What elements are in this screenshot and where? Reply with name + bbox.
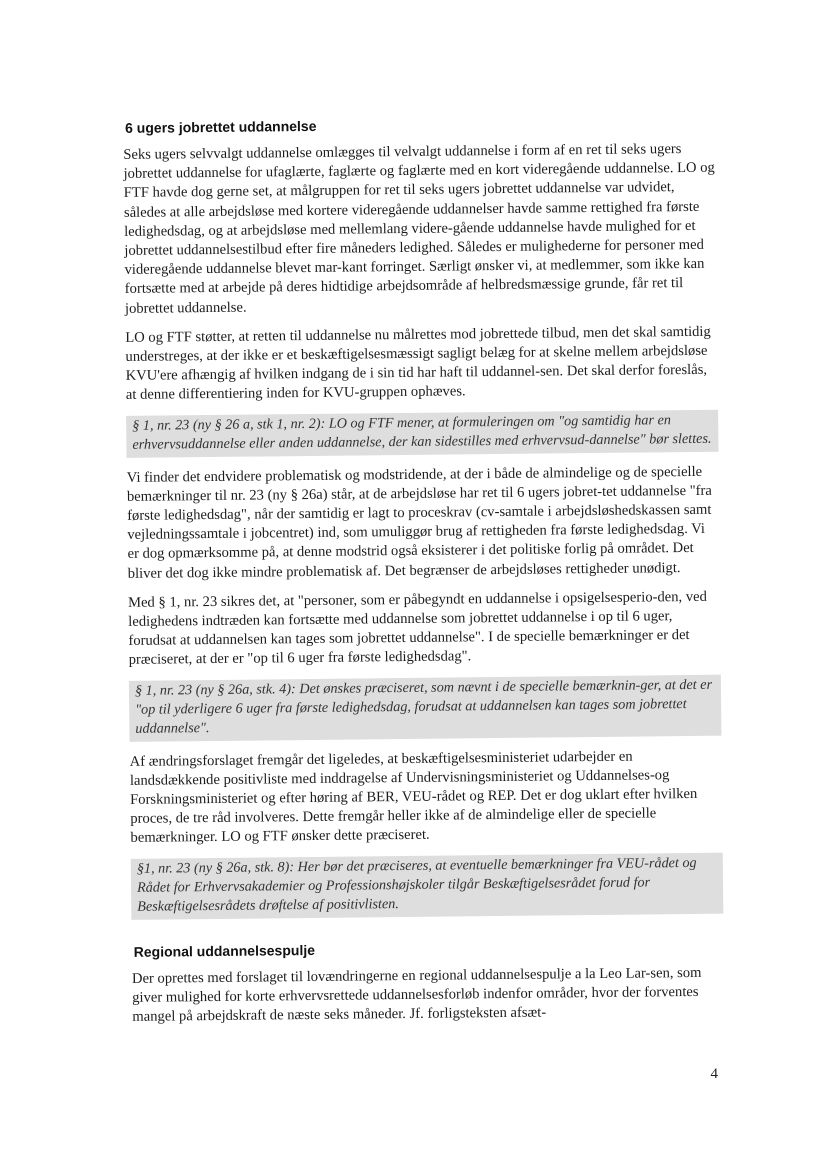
page-content [115, 114, 725, 1038]
highlighted-note-2: § 1, nr. 23 (ny § 26a, stk. 4): Det ønskes præciseret, som nævnt i de specielle bemærknin-ger, at det er "op til yderligere 6 uger fra første ledighedsdag, forudsat at uddannelsen kan tages som jobrettet uddannelse". [129, 674, 722, 741]
page-number: 4 [710, 1066, 718, 1082]
section-heading-regional-uddannelsespulje: Regional uddannelsespulje [133, 941, 316, 960]
paragraph-2: LO og FTF støtter, at retten til uddannelse nu målrettes mod jobrettede tilbud, men det skal samtidig understreges, at der ikke er et beskæftigelsesmæssigt sagligt belæg for at skelne mellem arbejdsløse KVU'ere afhængig af hvilken indgang de i sin tid har haft til uddannel-sen. Det skal derfor foreslås, at denne differentiering inden for KVU-gruppen ophæves. [125, 323, 711, 404]
paragraph-6: Der oprettes med forslaget til lovændringerne en regional uddannelsespulje a la Leo Lar-sen, som giver mulighed for korte erhvervsrettede uddannelsesforløb indenfor områder, hvor der forventes mangel på arbejdskraft de næste seks måneder. Jf. forligsteksten afsæt- [131, 964, 702, 1025]
highlighted-note-1: § 1, nr. 23 (ny § 26 a, stk 1, nr. 2): LO og FTF mener, at formuleringen om "og samtidig har en erhvervsuddannelse eller anden uddannelse, der kan sidestilles med erhvervsud-dannelse" bør slettes. [126, 409, 718, 457]
paragraph-5: Af ændringsforslaget fremgår det ligeledes, at beskæftigelsesministeriet udarbejder en landsdækkende positivliste med inddragelse af Undervisningsministeriet og Uddannelses-og Forskningsministeriet og efter høring af BER, VEU-rådet og REP. Det er dog uklart efter hvilken proces, de tre råd involveres. Dette fremgår heller ikke af de almindelige eller de specielle bemærkninger. LO og FTF ønsker dette præciseret. [129, 748, 698, 847]
paragraph-1: Seks ugers selvvalgt uddannelse omlægges til velvalgt uddannelse i form af en ret til seks ugers jobrettet uddannelse for ufaglærte, faglærte og faglærte med en kort videregående uddannelse. LO og FTF havde dog gerne set, at målgruppen for ret til seks ugers jobrettet uddannelse var udvidet, således at alle arbejdsløse med kortere videregående uddannelser havde samme rettighed fra første ledighedsdag, og at arbejdsløse med mellemlang videre-gående uddannelse havde mulighed for et jobrettet uddannelsestilbud efter fire måneders ledighed. Således er mulighederne for personer med videregående uddannelse blevet mar-kant forringet. Særligt ønsker vi, at medlemmer, som ikke kan fortsætte med at arbejde på deres hidtidige arbejdsområde af helbredsmæssige grunde, får ret til jobrettet uddannelse. [123, 141, 715, 317]
section-heading-jobrettet-uddannelse: 6 ugers jobrettet uddannelse [124, 117, 317, 136]
highlighted-note-3: §1, nr. 23 (ny § 26a, stk. 8): Her bør det præciseres, at eventuelle bemærkninger fra VEU-rådet og Rådet for Erhvervsakademier og Professionshøjskoler tilgår Beskæftigelsesrådet forud for Beskæftigelsesrådets drøftelse af positivlisten. [131, 852, 724, 919]
paragraph-4: Med § 1, nr. 23 sikres det, at "personer, som er påbegyndt en uddannelse i opsigelsesperio-den, ved ledighedens indtræden kan fortsætte med uddannelse som jobrettet uddannelse i op til 6 uger, forudsat at uddannelsen kan tages som jobrettet uddannelse". I de specielle bemærkninger er det præciseret, at der er "op til 6 uger fra første ledighedsdag". [127, 588, 707, 669]
paragraph-3: Vi finder det endvidere problematisk og modstridende, at der i både de almindelige og de specielle bemærkninger til nr. 23 (ny § 26a) står, at de arbejdsløse har ret til 6 ugers jobret-tet uddannelse "fra første ledighedsdag", når der samtidig er lagt to proceskrav (cv-samtale i arbejdsløshedskassen samt vejledningssamtale i jobcentret) ind, som umuliggør brug af rettigheden fra første ledighedsdag. Vi er dog opmærksomme på, at denne modstrid også eksisterer i det politiske forlig på området. Det bliver det dog ikke mindre problematisk af. Det begrænser de arbejdsløses rettigheder unødigt. [126, 463, 712, 582]
